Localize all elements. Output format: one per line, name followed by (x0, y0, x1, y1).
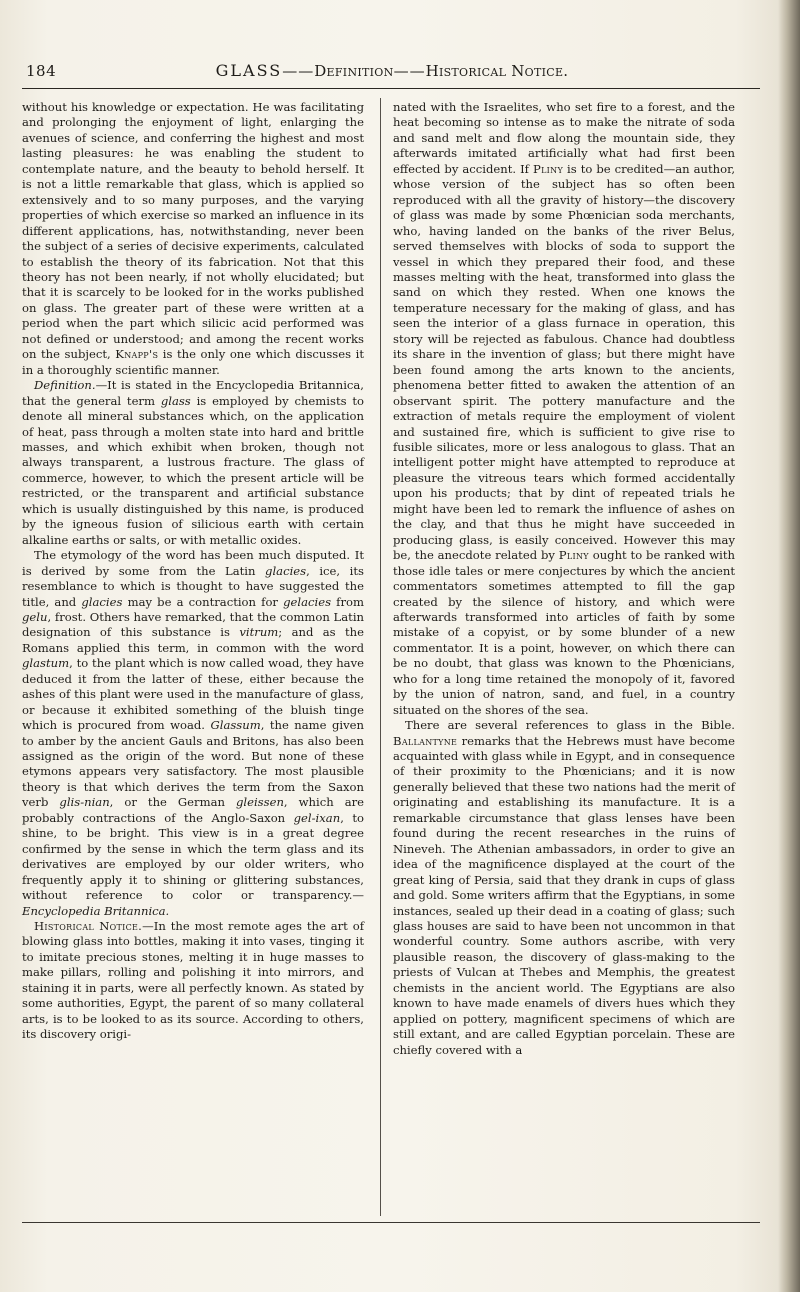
page-number: 184 (26, 62, 57, 80)
running-head-dash: —— (393, 62, 426, 80)
column-divider (380, 98, 381, 1216)
left-column (22, 100, 364, 1043)
paragraph-definition: Definition.—It is stated in the Encyclopedia Britannica, that the general term glass is employed by chemists to denote all mineral substances which, on the application of heat, pass through a molten state into hard and brittle masses, and which exhibit when broken, though not always transparent, a lustrous fracture. The glass of commerce, however, to which the present article will be restricted, or the transparent and artificial substance which is usually distinguished by this name, is produced by the igneous fusion of silicious earth with certain alkaline earths or salts, or with metallic oxides. (22, 378, 365, 547)
header-rule (22, 88, 760, 89)
running-head-section-historical: Historical Notice. (425, 62, 569, 80)
section-lead: Definition. (34, 378, 96, 393)
citation: Encyclopedia Britannica. (22, 903, 170, 918)
paragraph: nated with the Israelites, who set fire to a forest, and the heat becoming so intense as to make the nitrate of soda and sand melt and flow along the mountain side, they afterwards imitated artificially what had first been effected by accident. If Pliny is to be credited—an author, whose version of the subject has so often been reproduced with all the gravity of history—the discovery of glass was made by some Phœnician soda merchants, who, having landed on the banks of the river Belus, served themselves with blocks of soda to support the vessel in which they prepared their food, and these masses melting with the heat, transformed into glass the sand on which they rested. When one knows the temperature necessary for the making of glass, and has seen the interior of a glass furnace in operation, this story will be rejected as fabulous. Chance had doubtless its share in the invention of glass; but there might have been found among the arts known to the ancients, phenomena better fitted to awaken the attention of an observant spirit. The pottery manufacture and the extraction of metals require the employment of violent and sustained fire, which is sufficient to give rise to fusible silicates, more or less analogous to glass. That an intelligent potter might have attempted to reproduce at pleasure the vitreous tears which formed accidentally upon his products; that by dint of repeated trials he might have been led to remark the influence of ashes on the clay, and that thus he might have succeeded in producing glass, is easily conceived. However this may be, the anecdote related by Pliny ought to be ranked with those idle tales or mere conjectures by which the ancient commentators sometimes attempted to fill the gap created by the silence of history, and which were afterwards transformed into articles of faith by some mistake of a copyist, or by some blunder of a new commentator. It is a point, however, on which there can be no doubt, that glass was known to the Phœnicians, who for a long time retained the monopoly of it, favored by the union of natron, sand, and fuel, in a country situated on the shores of the sea. (393, 100, 736, 717)
author-name: Ballantyne (393, 733, 458, 748)
paragraph-historical-notice: Historical Notice.—In the most remote ages the art of blowing glass into bottles, making it into vases, tinging it to imitate precious stones, melting it in huge masses to make pillars, rolling and polishing it into mirrors, and staining it in parts, were all perfectly known. As stated by some authorities, Egypt, the parent of so many collateral arts, is to be looked to as its source. According to others, its discovery origi- (22, 919, 364, 1042)
paragraph-bible: There are several references to glass in the Bible. Ballantyne remarks that the Hebrews must have become acquainted with glass while in Egypt, and in consequence of their proximity to the Phœnicians; and it is now generally believed that these two nations had the merit of originating and establishing its manufacture. It is a remarkable circumstance that glass lenses have been found during the recent researches in the ruins of Nineveh. The Athenian ambassadors, in order to give an idea of the magnificence displayed at the court of the great king of Persia, said that they drank in cups of glass and gold. Some writers affirm that the Egyptians, in some instances, sealed up their dead in a coating of glass; such glass houses are said to have been not uncommon in that wonderful country. Some authors ascribe, with very plausible reason, the discovery of glass-making to the priests of Vulcan at Thebes and Memphis, the greatest chemists in the ancient world. The Egyptians are also known to have made enamels of divers hues which they applied on pottery, magnificent specimens of which are still extant, and are called Egyptian porcelain. These are chiefly covered with a (393, 718, 736, 1057)
author-name: Knapp's (115, 347, 159, 362)
page-binding-shadow (778, 0, 800, 1292)
footer-rule (22, 1222, 760, 1223)
author-name: Pliny (532, 161, 564, 176)
right-column (393, 100, 735, 1058)
section-lead: Historical Notice. (34, 919, 143, 934)
author-name: Pliny (558, 548, 589, 563)
page-header (22, 52, 762, 82)
running-head-section-definition: Definition (314, 62, 394, 80)
paragraph: without his knowledge or expectation. He was facilitating and prolonging the enjoyment of light, enlarging the avenues of science, and conferring the highest and most lasting pleasures: he was enabling the student to contemplate nature, and the beauty to behold herself. It is not a little remarkable that glass, which is applied so extensively and to so many purposes, and the varying properties of which exercise so marked an influence in its different applications, has, notwithstanding, never been the subject of a series of decisive experiments, calculated to establish the theory of its fabrication. Not that this theory has not been nearly, if not wholly elucidated; but that it is scarcely to be looked for in the works published on glass. The greater part of these were written at a period when the part which silicic acid performed was not defined or understood; and among the recent works on the subject, Knapp's is the only one which discusses it in a thoroughly scientific manner. (22, 100, 364, 377)
running-head-title: GLASS (215, 61, 283, 80)
paragraph-etymology: The etymology of the word has been much disputed. It is derived by some from the Latin glacies, ice, its resemblance to which is thought to have suggested the title, and glacies may be a contraction for gelacies from gelu, frost. Others have remarked, that the common Latin designation of this substance is vitrum; and as the Romans applied this term, in common with the word glastum, to the plant which is now called woad, they have deduced it from the latter of these, either because the ashes of this plant were used in the manufacture of glass, or because it exhibited something of the bluish tinge which is procured from woad. Glassum, the name given to amber by the ancient Gauls and Britons, has also been assigned as the origin of the word. But none of these etymons appears very satisfactory. The most plausible theory is that which derives the term from the Saxon verb glis-nian, or the German gleissen, which are probably contractions of the Anglo-Saxon gel-ixan, to shine, to be bright. This view is in a great degree confirmed by the sense in which the term glass and its derivatives are employed by our older writers, who frequently apply it to shining or glittering substances, without reference to color or transparency.—Encyclopedia Britannica. (22, 548, 365, 918)
running-head-dash: —— (282, 62, 315, 80)
running-head (22, 61, 762, 80)
